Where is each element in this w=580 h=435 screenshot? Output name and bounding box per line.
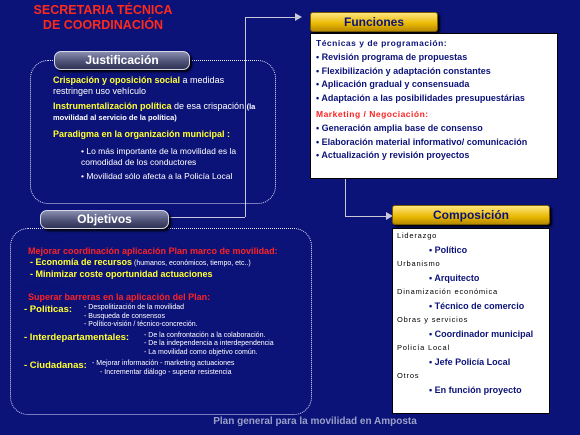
marketing-item: • Elaboración material informativo/ comunicación [316,136,528,147]
tecnicas-item: • Flexibilización y adaptación constantes [316,65,491,76]
implicitos-group-interdepartamentales: - Interdepartamentales: - De la confrontación a la colaboración. - De la independencia a interdependencia - La movilidad como objetivo común. [24,331,274,356]
implicitos-group-ciudadanas: - Ciudadanas: - Mejorar información - marketing actuaciones - Incrementar diálogo - superar resistencia [24,360,235,376]
composicion-group: Urbanismo • Arquitecto [397,259,480,283]
justificacion-item-1: Crispación y oposición social a medidas restringen uso vehículo [53,75,225,96]
composicion-group: Liderazgo • Político [397,231,468,255]
composicion-group: Obras y servicios • Coordinador municipal [397,315,534,339]
objetivos-content [22,236,306,377]
marketing-heading: Marketing / Negociación: [316,109,429,119]
arrow-to-funciones [295,13,302,21]
marketing-item: • Actualización y revisión proyectos [316,150,470,160]
connector-to-objetivos [167,217,245,218]
implicitos-group-politicas: - Políticas: - Despolitización de la movilidad - Busqueda de consensos - Político-visión / técnico-concreción. [24,304,198,328]
explicitos-heading: Mejorar coordinación aplicación Plan marco de movilidad: [28,246,278,256]
objetivos-label: Objetivos [40,210,169,229]
implicitos-heading: Superar barreras en la aplicación del Plan: [28,292,211,302]
funciones-label: Funciones [310,12,438,32]
implicitos-label: Implícitos: [22,281,65,291]
tecnicas-heading: Técnicas y de programación: [316,38,448,48]
explicitos-label: Explícitos: [22,236,65,246]
tecnicas-item: • Adaptación a las posibilidades presupuestárias [316,92,525,103]
tecnicas-item: • Aplicación gradual y consensuada [316,79,470,89]
footer-caption: Plan general para la movilidad en Amposta [213,416,417,427]
justificacion-content [53,75,265,182]
justificacion-label: Justificación [54,51,190,70]
composicion-group: Policía Local • Jefe Policía Local [397,343,511,367]
paradigma-bullet: • Movilidad sólo afecta a la Policía Local [81,171,233,181]
connector-func-comp-v [345,178,346,216]
composicion-panel [392,228,550,414]
composicion-group: Dinamización económica • Técnico de comercio [397,287,525,311]
explicitos-item: - Minimizar coste oportunidad actuaciones [30,269,213,279]
page-title [8,3,198,33]
funciones-panel [310,33,558,179]
tecnicas-item: • Revisión programa de propuestas [316,52,468,62]
justificacion-item-2: Instrumentalización política de esa crispación (la movilidad al servicio de la política) [53,101,256,122]
title-line-1: SECRETARIA TÉCNICA [33,3,173,17]
connector-func-comp-h [345,216,387,217]
connector-top-horizontal [245,17,295,18]
explicitos-item: - Economía de recursos (humanos, económicos, tiempo, etc..) [30,257,251,267]
marketing-item: • Generación amplia base de consenso [316,123,483,133]
composicion-group: Otros • En función proyecto [397,371,522,395]
title-line-2: DE COORDINACIÓN [42,18,164,32]
paradigma-bullet: • Lo más importante de la movilidad es la comodidad de los conductores [81,146,237,167]
composicion-label: Composición [392,205,550,225]
paradigma-heading: Paradigma en la organización municipal : [53,129,231,139]
